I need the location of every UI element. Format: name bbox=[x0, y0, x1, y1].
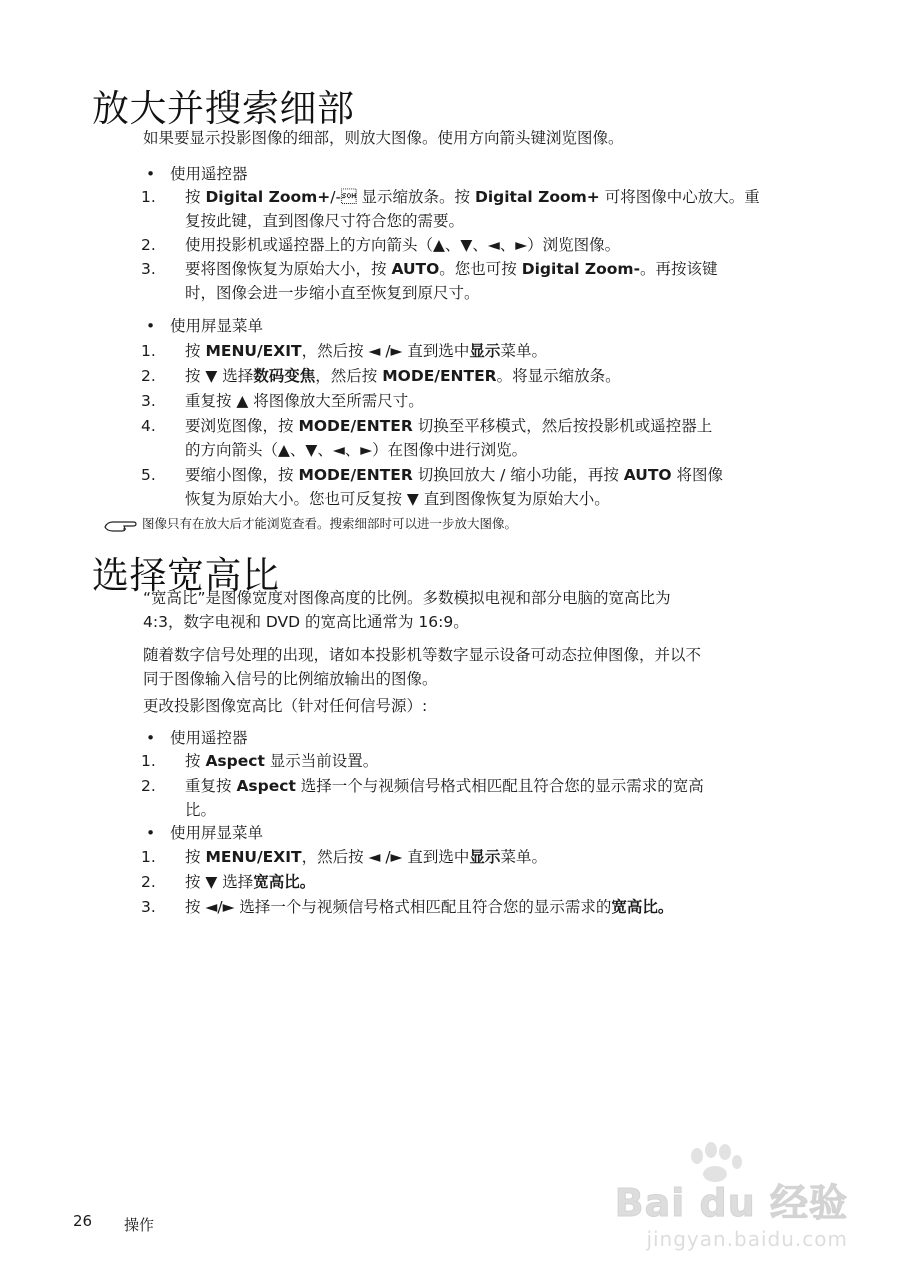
manual-page: 放大并搜索细部 如果要显示投影图像的细部，则放大图像。使用方向箭头键浏览图像。 • 使用遥控器 1. 按 Digital Zoom+/- 显示缩放条。按 Digital Zoom+ 可将图像中心放大。重 复按此键，直到图像尺寸符合您的需要。 2. 使用投影机或遥控器上的方向箭头（▲、▼、◄、►）浏览图像。 3. 要将图像恢复为原始大小，按 AUTO。您也可按 Digital Zoom-。再按该键 时，图像会进一步缩小直至恢复到原尺寸。 • 使用屏显菜单 1. 按 MENU/EXIT，然后按 ◄ /► 直到选中显示菜单。 2. 按 ▼ 选择数码变焦，然后按 MODE/ENTER。将显示缩放条。 3. 重复按 ▲ 将图像放大至所需尺寸。 4. 要浏览图像，按 MODE/ENTER 切换至平移模式，然后按投影机或遥控器上 的方向箭头（▲、▼、◄、►）在图像中进行浏览。 5. 要缩小图像，按 MODE/ENTER 切换回放大 / 缩小功能，再按 AUTO 将图像 恢复为原始大小。您也可反复按 ▼ 直到图像恢复为原始大小。 图像只有在放大后才能浏览查看。搜索细部时可以进一步放大图像。 选择宽高比 “宽高比”是图像宽度对图像高度的比例。多数模拟电视和部分电脑的宽高比为 4:3，数字电视和 DVD 的宽高比通常为 16:9。 随着数字信号处理的出现，诸如本投影机等数字显示设备可动态拉伸图像，并以不 同于图像输入信号的比例缩放输出的图像。 更改投影图像宽高比（针对任何信号源）: • 使用遥控器 1. 按 Aspect 显示当前设置。 2. 重复按 Aspect 选择一个与视频信号格式相匹配且符合您的显示需求的宽高 比。 • 使用屏显菜单 1. 按 MENU/EXIT，然后按 ◄ /► 直到选中显示菜单。 2. 按 ▼ 选择宽高比。 3. 按 ◄/► 选择一个与视频信号格式相匹配且符合您的显示需求的宽高比。 26 操作 Bai du 经验 jingyan.baidu.com bbox=[0, 0, 903, 1280]
zoom-intro: 如果要显示投影图像的细部，则放大图像。使用方向箭头键浏览图像。 bbox=[143, 129, 624, 147]
watermark bbox=[614, 1142, 848, 1251]
section-title-zoom: 放大并搜索细部 bbox=[92, 87, 355, 130]
watermark-brand: Bai du 经验 bbox=[614, 1181, 848, 1225]
note: 图像只有在放大后才能浏览查看。搜索细部时可以进一步放大图像。 bbox=[104, 514, 517, 534]
watermark-url: jingyan.baidu.com bbox=[646, 1227, 848, 1251]
section-title-aspect: 选择宽高比 bbox=[92, 554, 280, 597]
page-number: 26 bbox=[73, 1212, 93, 1230]
footer-section-name: 操作 bbox=[124, 1216, 155, 1234]
note-hand-icon bbox=[104, 517, 138, 533]
